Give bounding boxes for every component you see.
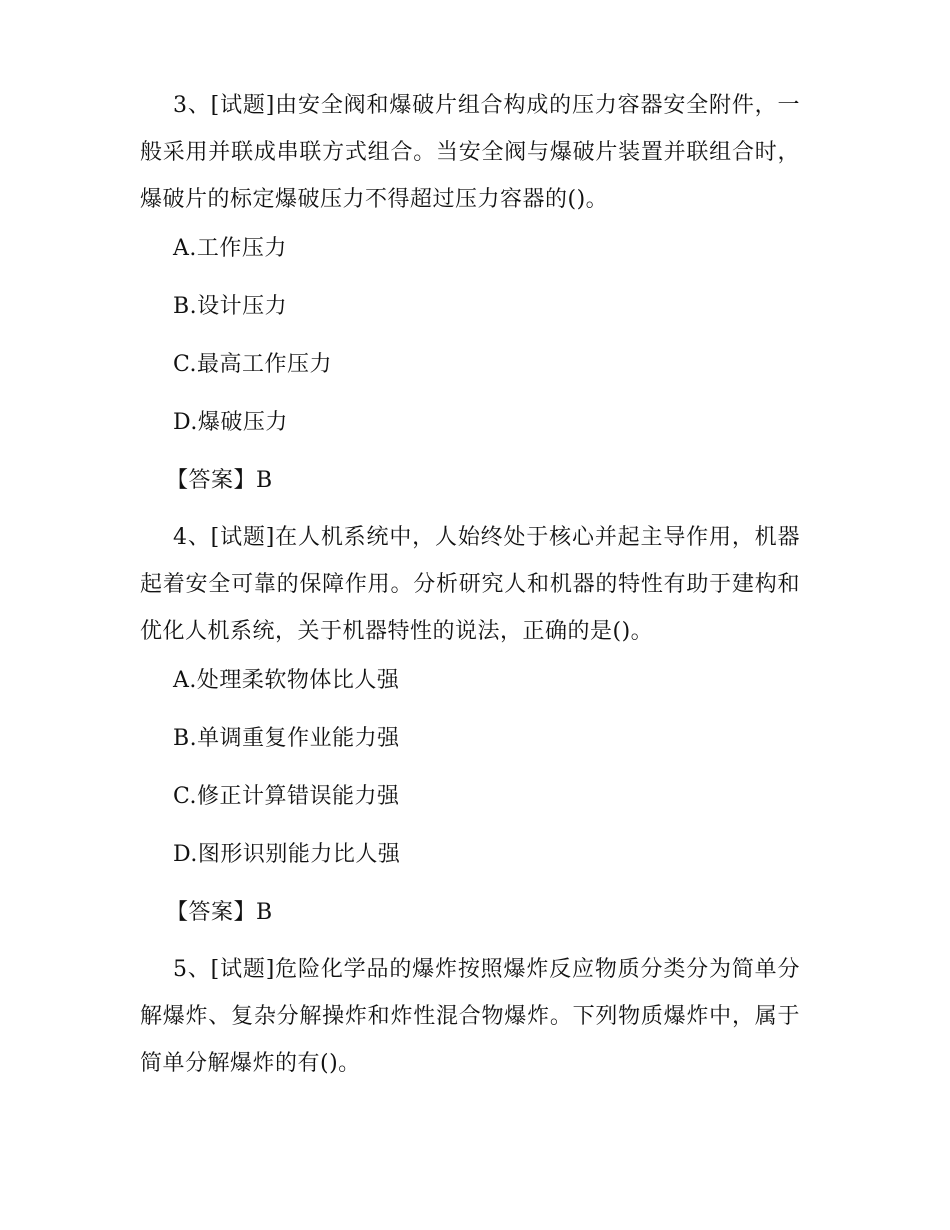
question-3-option-b: B.设计压力 [173,294,288,319]
question-3-option-a: A.工作压力 [173,236,287,261]
question-3-stem: 3、[试题]由安全阀和爆破片组合构成的压力容器安全附件，一般采用并联成串联方式组合。当安全阀与爆破片装置并联组合时，爆破片的标定爆破压力不得超过压力容器的()。 [140,93,800,212]
question-3-option-c: C.最高工作压力 [173,352,333,377]
question-5-stem: 5、[试题]危险化学品的爆炸按照爆炸反应物质分类分为简单分解爆炸、复杂分解操炸和炸性混合物爆炸。下列物质爆炸中，属于简单分解爆炸的有()。 [140,957,800,1076]
question-3-option-d: D.爆破压力 [173,410,288,435]
question-4-option-d: D.图形识别能力比人强 [173,842,401,867]
question-4-option-a: A.处理柔软物体比人强 [173,668,400,693]
question-4-answer: 【答案】B [166,900,273,925]
question-4-option-c: C.修正计算错误能力强 [173,784,400,809]
question-3-answer: 【答案】B [166,468,273,493]
question-4-stem: 4、[试题]在人机系统中，人始终处于核心并起主导作用，机器起着安全可靠的保障作用。分析研究人和机器的特性有助于建构和优化人机系统，关于机器特性的说法，正确的是()。 [140,525,800,644]
question-4-option-b: B.单调重复作业能力强 [173,726,400,751]
